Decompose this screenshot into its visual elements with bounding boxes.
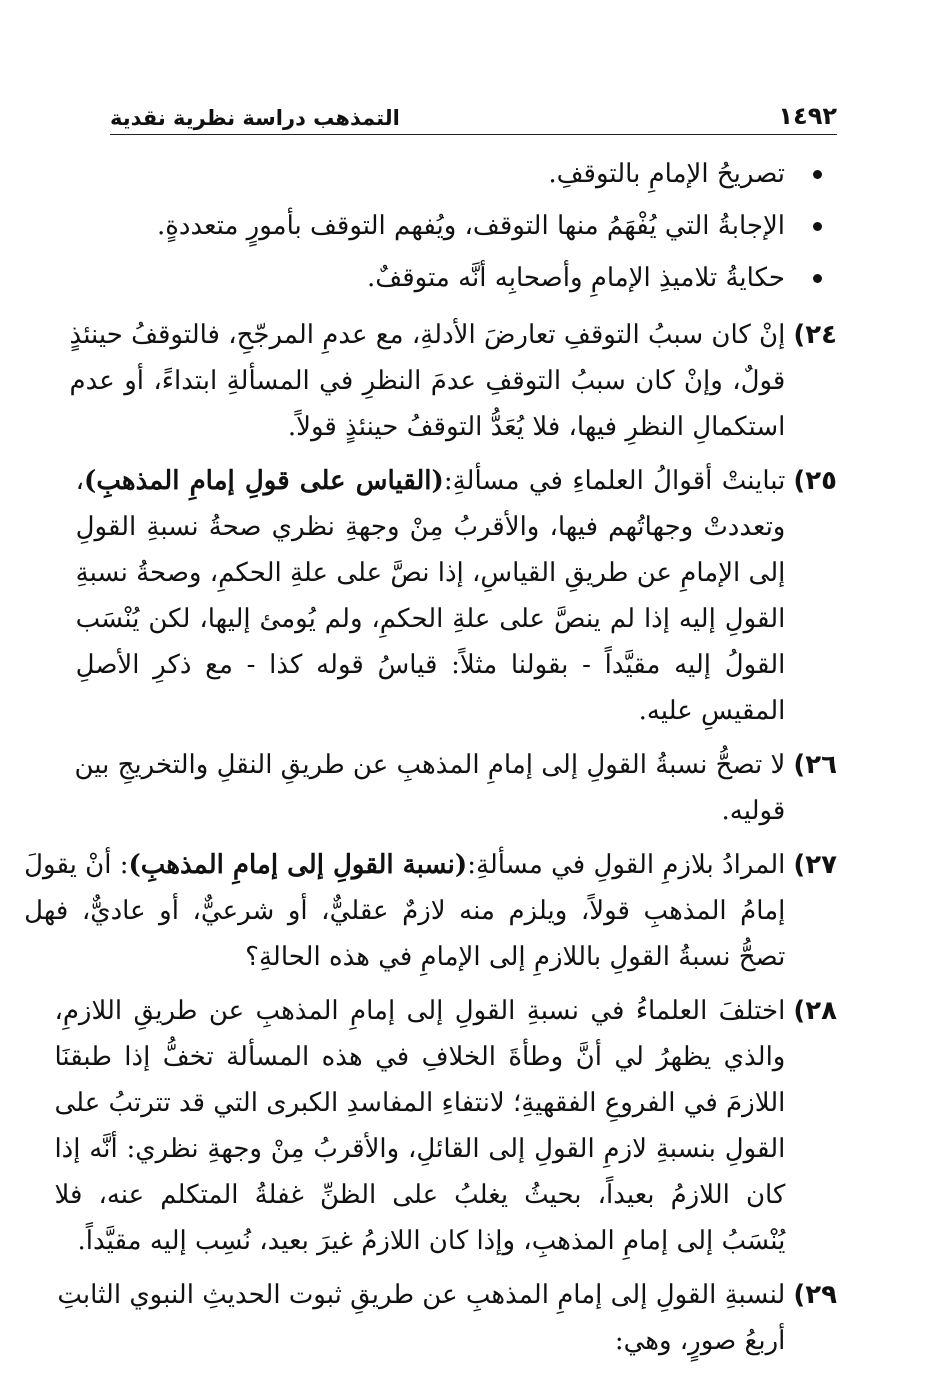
- bullet-icon: [813, 274, 822, 283]
- line-prefix: المرادُ بلازمِ القولِ في مسألةِ:: [467, 850, 786, 880]
- bullet-icon: [813, 170, 822, 179]
- text-line: إمامُ المذهبِ قولاً، ويلزم منه لازمٌ عقليٌّ، أو شرعيٌّ، أو عاديٌّ، فهل: [24, 896, 786, 926]
- text-line: إلى الإمامِ عن طريقِ القياسِ، إذا نصَّ على علةِ الحكمِ، وصحةُ نسبةِ: [75, 558, 786, 588]
- item-number: ٢٥): [793, 466, 837, 496]
- line-suffix: : أنْ يقولَ: [24, 850, 129, 880]
- item-body: [24, 842, 785, 980]
- item-body: [76, 458, 786, 734]
- line-prefix: تباينتْ أقوالُ العلماءِ في مسألةِ:: [443, 466, 786, 496]
- numbered-item: [74, 742, 837, 834]
- text-line: اللازمَ في الفروعِ الفقهيةِ؛ لانتفاءِ المفاسدِ الكبرى التي قد تترتبُ على: [54, 1088, 786, 1118]
- item-body: [54, 988, 785, 1264]
- line-suffix: ،: [75, 466, 85, 496]
- bullet-text: تصريحُ الإمامِ بالتوقفِ.: [548, 159, 785, 189]
- main-text: [24, 148, 837, 1364]
- text-line: القولِ إليه إذا لم ينصَّ على علةِ الحكمِ، ولم يُومئ إليها، لكن يُنْسَب: [75, 604, 786, 634]
- text-line: المقيسِ عليه.: [638, 696, 786, 726]
- item-body: [57, 1272, 785, 1364]
- numbered-item: [24, 842, 837, 980]
- item-number: ٢٨): [793, 996, 837, 1026]
- item-number: ٢٦): [793, 750, 837, 780]
- text-line: القولُ إليه مقيَّداً - بقولنا مثلاً: قياسُ قوله كذا - مع ذكرِ الأصلِ: [75, 650, 786, 680]
- numbered-item: [54, 988, 837, 1264]
- numbered-item: [57, 1272, 837, 1364]
- running-header: [110, 92, 837, 135]
- list-item: [108, 148, 837, 200]
- text-line: يُنْسَبُ إلى إمامِ المذهبِ، وإذا كان اللازمُ غيرَ بعيد، نُسِب إليه مقيَّداً.: [77, 1226, 786, 1256]
- text-line: قولٌ، وإنْ كان سببُ التوقفِ عدمَ النظرِ في المسألةِ ابتداءً، أو عدم: [69, 366, 786, 396]
- item-number: ٢٩): [793, 1280, 837, 1310]
- text-line: قوليه.: [721, 796, 786, 826]
- text-line: والذي يظهرُ لي أنَّ وطأةَ الخلافِ في هذه المسألة تخفُّ إذا طبقنَا: [54, 1042, 786, 1072]
- list-item: [108, 252, 837, 304]
- text-line: تصحُّ نسبةُ القولِ باللازمِ إلى الإمامِ في هذه الحالةِ؟: [245, 942, 786, 972]
- text-line: إنْ كان سببُ التوقفِ تعارضَ الأدلةِ، مع عدمِ المرجّحِ، فالتوقفُ حينئذٍ: [69, 320, 786, 350]
- page-number: ١٤٩٢: [778, 102, 837, 130]
- bullet-icon: [813, 222, 822, 231]
- bullet-text: حكايةُ تلاميذِ الإمامِ وأصحابِه أنَّه متوقفٌ.: [367, 263, 785, 293]
- text-line: القولِ بنسبةِ لازمِ القولِ إلى القائلِ، والأقربُ مِنْ وجهةِ نظري: أنَّه إذا: [54, 1134, 786, 1164]
- text-line: لنسبةِ القولِ إلى إمامِ المذهبِ عن طريقِ ثبوت الحديثِ النبوي الثابتِ: [57, 1280, 786, 1310]
- item-number: ٢٤): [793, 320, 837, 350]
- text-line: استكمالِ النظرِ فيها، فلا يُعَدُّ التوقفُ حينئذٍ قولاً.: [287, 412, 786, 442]
- bullet-text: الإجابةُ التي يُفْهَمُ منها التوقف، ويُفهم التوقف بأمورٍ متعددةٍ.: [156, 211, 785, 241]
- text-line: [24, 842, 785, 888]
- numbered-item: [69, 312, 837, 450]
- bullet-list: [108, 148, 837, 304]
- list-item: [108, 200, 837, 252]
- text-line: كان اللازمُ بعيداً، بحيثُ يغلبُ على الظنِّ غفلةُ المتكلم عنه، فلا: [54, 1180, 786, 1210]
- text-line: لا تصحُّ نسبةُ القولِ إلى إمامِ المذهبِ عن طريقِ النقلِ والتخريجِ بين: [74, 750, 786, 780]
- item-body: [70, 312, 786, 450]
- numbered-item: [75, 458, 837, 734]
- book-title: التمذهب دراسة نظرية نقدية: [110, 106, 400, 130]
- highlighted-term: (القياس على قولِ إمامِ المذهبِ): [84, 466, 444, 496]
- text-line: وتعددتْ وجهاتُهم فيها، والأقربُ مِنْ وجهةِ نظري صحةُ نسبةِ القولِ: [75, 512, 786, 542]
- text-line: [76, 458, 786, 504]
- item-body: [74, 742, 785, 834]
- item-number: ٢٧): [793, 850, 837, 880]
- highlighted-term: (نسبة القولِ إلى إمامِ المذهبِ): [128, 850, 468, 880]
- text-line: اختلفَ العلماءُ في نسبةِ القولِ إلى إمامِ المذهبِ عن طريقِ اللازمِ،: [54, 996, 786, 1026]
- text-line: أربعُ صورٍ، وهي:: [614, 1326, 786, 1356]
